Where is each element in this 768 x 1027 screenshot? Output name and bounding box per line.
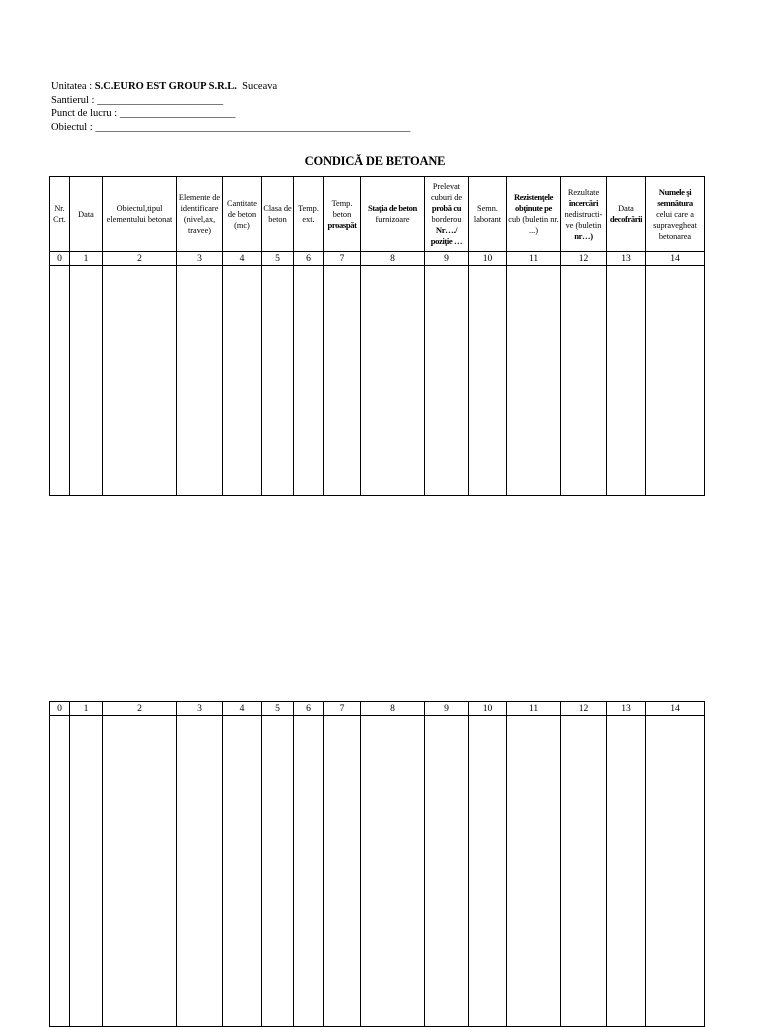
- empty-cell[interactable]: [646, 716, 705, 1027]
- empty-cell[interactable]: [324, 266, 361, 496]
- empty-cell[interactable]: [262, 716, 294, 1027]
- col-number: 2: [103, 252, 177, 266]
- empty-cell[interactable]: [324, 716, 361, 1027]
- empty-cell[interactable]: [223, 716, 262, 1027]
- col-header-data-decofrarii: Data decofrării: [607, 177, 646, 252]
- col-number: 12: [561, 252, 607, 266]
- col-number: 6: [294, 252, 324, 266]
- concrete-log-table-1: [49, 176, 705, 496]
- col-header-rezistente: Rezistenţele obţinute pe cub (buletin nr. ...): [507, 177, 561, 252]
- document-header: [51, 80, 410, 134]
- empty-cell[interactable]: [507, 266, 561, 496]
- empty-cell[interactable]: [50, 266, 70, 496]
- col-number: 0: [50, 252, 70, 266]
- empty-cell[interactable]: [469, 266, 507, 496]
- col-header-prelevat: Prelevat cuburi de probă cu borderou Nr…./ poziţie …: [425, 177, 469, 252]
- col-number: 1: [70, 252, 103, 266]
- empty-cell[interactable]: [70, 716, 103, 1027]
- empty-cell[interactable]: [103, 266, 177, 496]
- empty-cell[interactable]: [646, 266, 705, 496]
- company-name: S.C.EURO EST GROUP S.R.L.: [94, 81, 237, 92]
- table-row: [50, 266, 705, 496]
- col-header-data: Data: [70, 177, 103, 252]
- col-number: 12: [561, 702, 607, 716]
- empty-cell[interactable]: [262, 266, 294, 496]
- empty-cell[interactable]: [177, 716, 223, 1027]
- empty-cell[interactable]: [607, 716, 646, 1027]
- empty-cell[interactable]: [294, 716, 324, 1027]
- col-number: 14: [646, 702, 705, 716]
- obiectul-line: Obiectul : ____________________________________________________________: [51, 121, 411, 133]
- col-number: 14: [646, 252, 705, 266]
- empty-cell[interactable]: [507, 716, 561, 1027]
- col-header-elemente-identificare: Elemente de identificare (nivel,ax, travee): [177, 177, 223, 252]
- col-number: 7: [324, 702, 361, 716]
- santierul-line: Santierul : ________________________: [51, 94, 224, 106]
- empty-cell[interactable]: [50, 716, 70, 1027]
- header-row: [50, 177, 705, 252]
- col-number: 13: [607, 252, 646, 266]
- col-number: 5: [262, 702, 294, 716]
- col-number: 11: [507, 252, 561, 266]
- col-number: 10: [469, 702, 507, 716]
- unitatea-line: Unitatea : S.C.EURO EST GROUP S.R.L. Suceava: [51, 81, 278, 92]
- col-header-temp-beton: Temp. beton proaspăt: [324, 177, 361, 252]
- empty-cell[interactable]: [469, 716, 507, 1027]
- col-number: 8: [361, 252, 425, 266]
- col-header-cantitate: Cantitate de beton (mc): [223, 177, 262, 252]
- column-number-row: [50, 702, 705, 716]
- empty-cell[interactable]: [103, 716, 177, 1027]
- table-row: [50, 716, 705, 1027]
- col-header-clasa: Clasa de beton: [262, 177, 294, 252]
- empty-cell[interactable]: [223, 266, 262, 496]
- col-number: 7: [324, 252, 361, 266]
- col-header-numele-semnatura: Numele şi semnătura celui care a supravegheat betonarea: [646, 177, 705, 252]
- empty-cell[interactable]: [294, 266, 324, 496]
- col-number: 2: [103, 702, 177, 716]
- column-number-row: [50, 252, 705, 266]
- col-number: 5: [262, 252, 294, 266]
- empty-cell[interactable]: [425, 266, 469, 496]
- col-number: 0: [50, 702, 70, 716]
- col-header-obiectul: Obiectul,tipul elementului betonat: [103, 177, 177, 252]
- empty-cell[interactable]: [607, 266, 646, 496]
- company-city: Suceava: [236, 81, 278, 92]
- col-number: 9: [425, 252, 469, 266]
- empty-cell[interactable]: [425, 716, 469, 1027]
- concrete-log-table-2: [49, 701, 705, 1027]
- col-number: 10: [469, 252, 507, 266]
- col-header-statia: Staţia de beton furnizoare: [361, 177, 425, 252]
- col-number: 9: [425, 702, 469, 716]
- empty-cell[interactable]: [561, 266, 607, 496]
- col-header-nr-crt: Nr. Crt.: [50, 177, 70, 252]
- col-number: 6: [294, 702, 324, 716]
- empty-cell[interactable]: [361, 716, 425, 1027]
- col-number: 3: [177, 702, 223, 716]
- punct-de-lucru-line: Punct de lucru : ______________________: [51, 108, 236, 120]
- empty-cell[interactable]: [177, 266, 223, 496]
- col-number: 11: [507, 702, 561, 716]
- col-number: 4: [223, 252, 262, 266]
- col-number: 4: [223, 702, 262, 716]
- empty-cell[interactable]: [70, 266, 103, 496]
- col-header-rezultate: Rezultate încercări nedistructi-ve (buletin nr…): [561, 177, 607, 252]
- page-title: CONDICĂ DE BETOANE: [304, 154, 446, 168]
- col-number: 3: [177, 252, 223, 266]
- col-number: 8: [361, 702, 425, 716]
- col-number: 13: [607, 702, 646, 716]
- empty-cell[interactable]: [561, 716, 607, 1027]
- col-number: 1: [70, 702, 103, 716]
- col-header-semn-laborant: Semn. laborant: [469, 177, 507, 252]
- col-header-temp-ext: Temp. ext.: [294, 177, 324, 252]
- empty-cell[interactable]: [361, 266, 425, 496]
